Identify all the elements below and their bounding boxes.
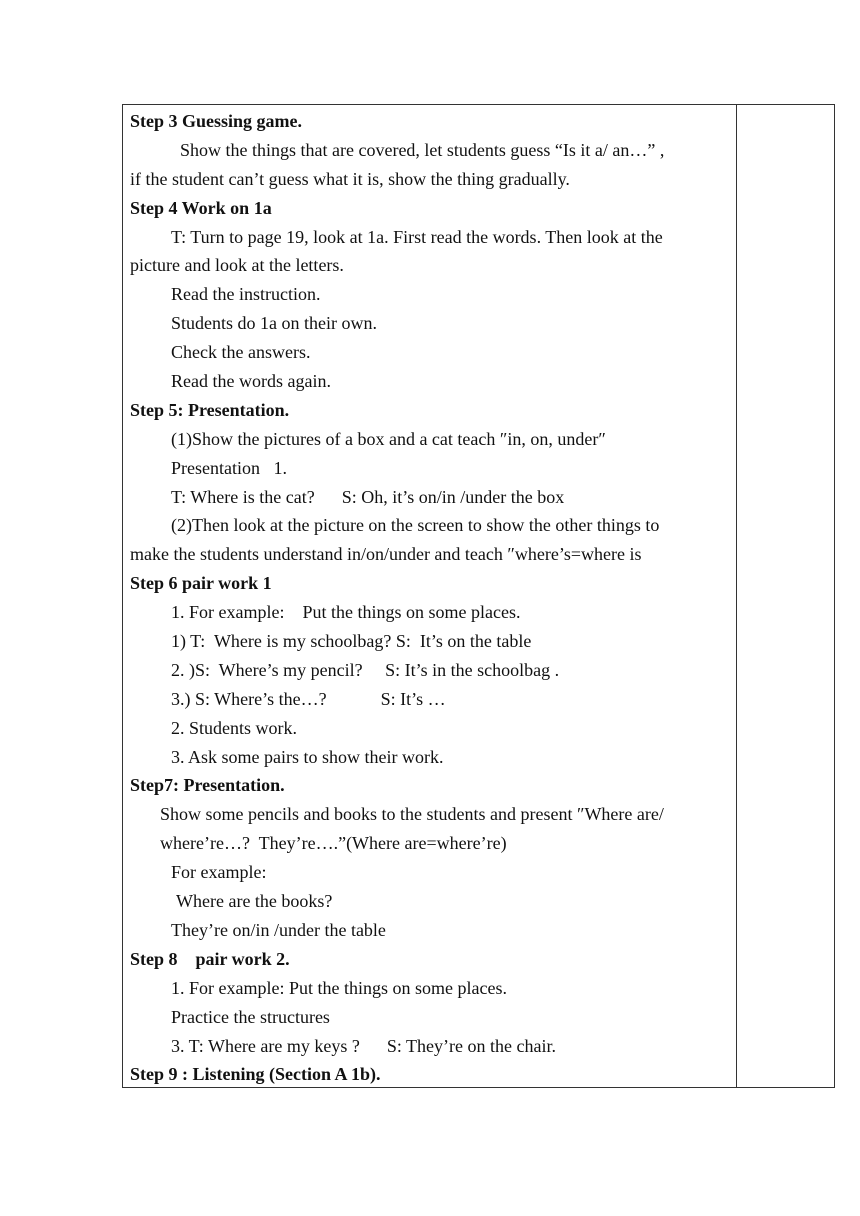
step-heading: Step 4 Work on 1a bbox=[130, 197, 272, 218]
lesson-text-line: picture and look at the letters. bbox=[130, 255, 344, 276]
lesson-text-line: 1) T: Where is my schoolbag? S: It’s on the table bbox=[171, 631, 532, 652]
lesson-text-line: 2. Students work. bbox=[171, 717, 297, 738]
lesson-text-line: make the students understand in/on/under and teach ″where’s=where is bbox=[130, 544, 642, 565]
table-column-divider bbox=[736, 104, 737, 1088]
lesson-text-line: T: Turn to page 19, look at 1a. First read the words. Then look at the bbox=[171, 226, 663, 247]
lesson-text-line: 1. For example: Put the things on some places. bbox=[171, 977, 507, 998]
step-heading: Step7: Presentation. bbox=[130, 775, 285, 796]
step-heading: Step 3 Guessing game. bbox=[130, 111, 303, 131]
step-heading: Step 9 : Listening (Section A 1b). bbox=[130, 1064, 381, 1085]
lesson-text-line: 2. )S: Where’s my pencil? S: It’s in the schoolbag . bbox=[171, 659, 560, 680]
lesson-text-line: 3.) S: Where’s the…? S: It’s … bbox=[171, 688, 446, 709]
step-heading: Step 6 pair work 1 bbox=[130, 573, 272, 594]
lesson-text-line: (1)Show the pictures of a box and a cat teach ″in, on, under″ bbox=[171, 428, 606, 449]
lesson-text-line: Show the things that are covered, let students guess “Is it a/ an…” , bbox=[180, 139, 665, 160]
lesson-text-line: Presentation 1. bbox=[171, 457, 287, 478]
lesson-text-line: Check the answers. bbox=[171, 342, 311, 363]
lesson-text-line: Students do 1a on their own. bbox=[171, 313, 377, 334]
lesson-text-line: Practice the structures bbox=[171, 1006, 330, 1027]
lesson-text-line: 3. Ask some pairs to show their work. bbox=[171, 746, 444, 767]
lesson-text-line: if the student can’t guess what it is, show the thing gradually. bbox=[130, 168, 570, 189]
lesson-text-line: T: Where is the cat? S: Oh, it’s on/in /under the box bbox=[171, 486, 565, 507]
lesson-text-line: (2)Then look at the picture on the screen to show the other things to bbox=[171, 515, 660, 536]
step-heading: Step 5: Presentation. bbox=[130, 399, 290, 420]
lesson-text-line: 3. T: Where are my keys ? S: They’re on the chair. bbox=[171, 1035, 556, 1056]
lesson-text-line: Show some pencils and books to the students and present ″Where are/ bbox=[160, 804, 664, 825]
lesson-text-line: Where are the books? bbox=[176, 891, 333, 912]
lesson-text-line: For example: bbox=[171, 862, 267, 883]
lesson-text-line: They’re on/in /under the table bbox=[171, 919, 386, 940]
lesson-text-line: Read the instruction. bbox=[171, 284, 321, 305]
lesson-text-line: Read the words again. bbox=[171, 371, 331, 392]
lesson-content-cell bbox=[130, 107, 734, 1089]
lesson-text-line: where’re…? They’re….”(Where are=where’re) bbox=[160, 833, 507, 854]
lesson-text-line: 1. For example: Put the things on some places. bbox=[171, 602, 521, 623]
step-heading: Step 8 pair work 2. bbox=[130, 948, 290, 969]
